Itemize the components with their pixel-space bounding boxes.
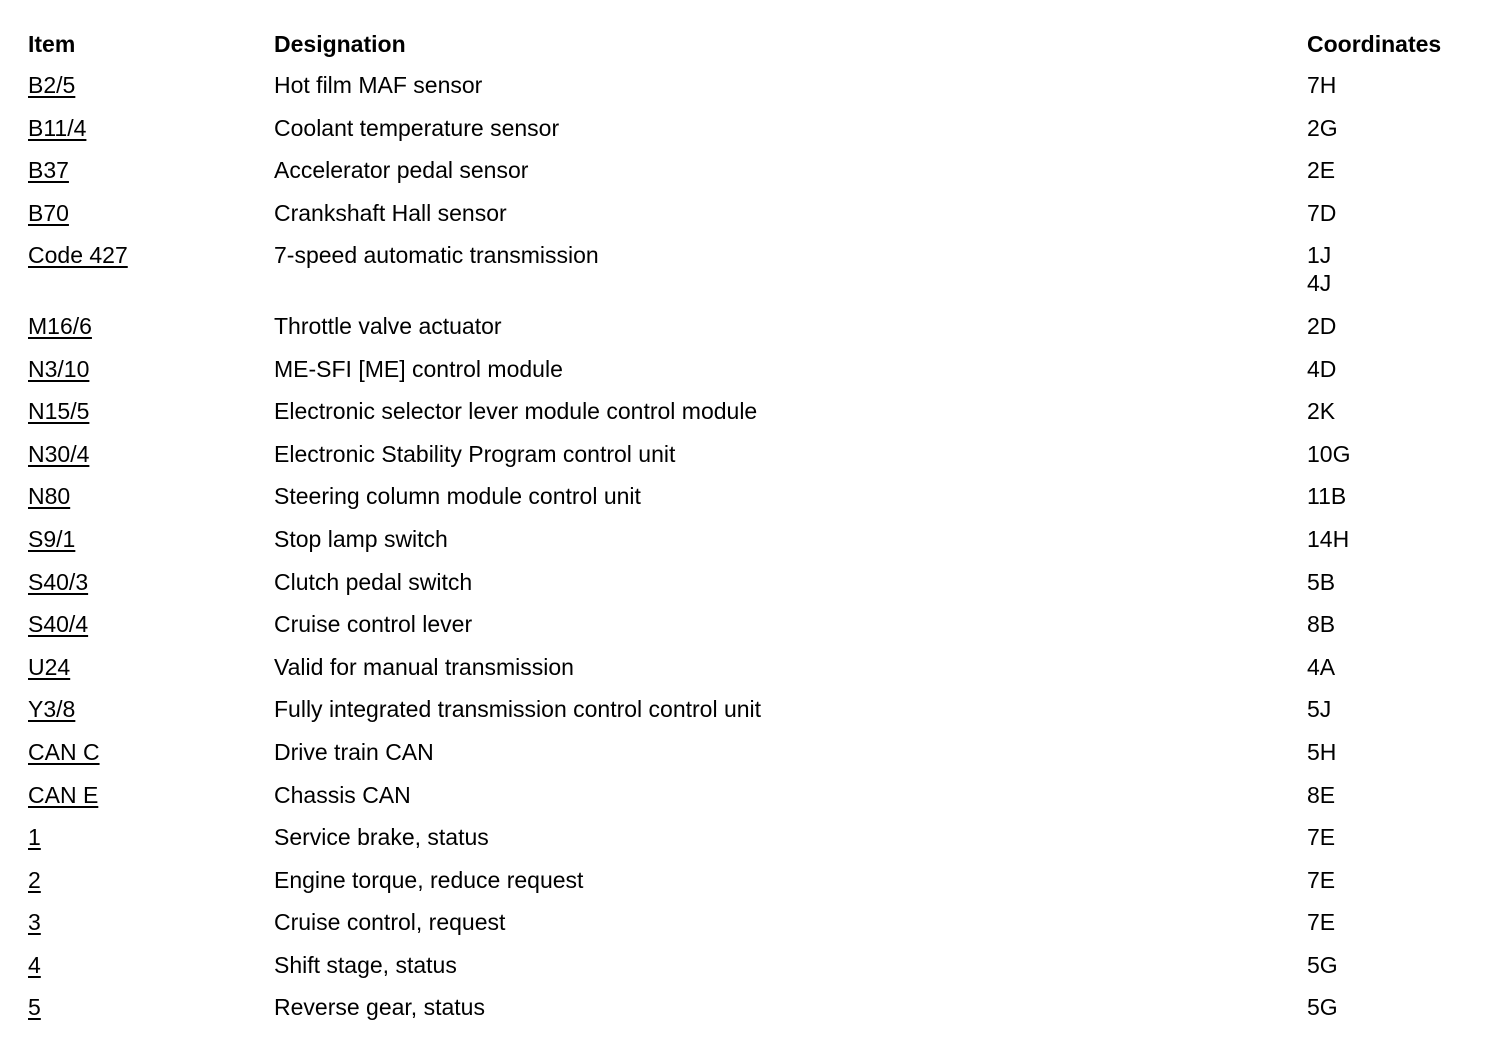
item-link[interactable]: B2/5 (28, 72, 76, 98)
item-link[interactable]: 4 (28, 951, 41, 978)
coordinate-value: 7E (1307, 866, 1336, 893)
table-row (0, 440, 1504, 483)
item-link[interactable]: B11/4 (28, 114, 87, 141)
designation-text: Valid for manual transmission (274, 653, 574, 680)
header-coordinates: Coordinates (1307, 31, 1442, 57)
coordinate-value: 8B (1307, 611, 1336, 638)
table-row (0, 866, 1504, 909)
designation-text: Stop lamp switch (274, 525, 448, 552)
table-row (0, 525, 1504, 568)
coordinate-value: 10G (1307, 440, 1351, 467)
table-row (0, 908, 1504, 951)
table-row (0, 823, 1504, 866)
table-row (0, 695, 1504, 738)
coordinate-value: 14H (1307, 525, 1350, 552)
coordinate-value: 4J (1307, 270, 1332, 297)
table-row (0, 568, 1504, 611)
item-link[interactable]: CAN E (28, 781, 99, 808)
designation-text: Hot film MAF sensor (274, 72, 483, 98)
coordinate-value: 7E (1307, 909, 1336, 936)
designation-text: Engine torque, reduce request (274, 866, 584, 893)
coordinates-cell (1307, 482, 1346, 510)
coordinate-value: 1J (1307, 242, 1332, 269)
table-row (0, 781, 1504, 824)
item-link[interactable]: Y3/8 (28, 696, 76, 723)
coordinate-value: 5G (1307, 994, 1338, 1021)
item-link[interactable]: B70 (28, 199, 69, 226)
coordinates-cell (1307, 610, 1335, 638)
table-row (0, 156, 1504, 199)
designation-text: Chassis CAN (274, 781, 411, 808)
designation-text: Crankshaft Hall sensor (274, 199, 507, 226)
item-link[interactable]: N15/5 (28, 398, 90, 425)
coordinates-cell (1307, 823, 1335, 851)
designation-text: Reverse gear, status (274, 994, 485, 1021)
item-link[interactable]: 1 (28, 824, 41, 851)
designation-text: Electronic selector lever module control module (274, 398, 758, 425)
coordinate-value: 7D (1307, 199, 1337, 226)
coordinate-value: 2K (1307, 398, 1336, 425)
coordinates-cell (1307, 695, 1331, 723)
coordinates-cell (1307, 738, 1336, 766)
table-row (0, 355, 1504, 398)
table-row (0, 653, 1504, 696)
coordinate-value: 7H (1307, 72, 1337, 98)
table-row (0, 199, 1504, 242)
coordinates-cell (1307, 440, 1350, 468)
coordinates-cell (1307, 653, 1335, 681)
legend-rows (0, 71, 1504, 1036)
coordinates-cell (1307, 525, 1349, 553)
coordinate-value: 5B (1307, 568, 1336, 595)
item-link[interactable]: 5 (28, 994, 41, 1021)
coordinates-cell (1307, 951, 1338, 979)
designation-text: Fully integrated transmission control control unit (274, 696, 762, 723)
item-link[interactable]: S40/4 (28, 611, 89, 638)
designation-text: Accelerator pedal sensor (274, 157, 529, 184)
coordinate-value: 5H (1307, 738, 1337, 765)
coordinates-cell (1307, 312, 1336, 340)
designation-text: Service brake, status (274, 824, 489, 851)
coordinate-value: 5J (1307, 696, 1332, 723)
coordinates-cell (1307, 993, 1338, 1021)
coordinates-cell (1307, 241, 1331, 297)
coordinates-cell (1307, 866, 1335, 894)
coordinate-value: 7E (1307, 824, 1336, 851)
item-link[interactable]: N80 (28, 483, 71, 510)
designation-text: Shift stage, status (274, 951, 457, 978)
coordinate-value: 8E (1307, 781, 1336, 808)
coordinates-cell (1307, 781, 1335, 809)
coordinates-cell (1307, 355, 1336, 383)
item-link[interactable]: S9/1 (28, 525, 76, 552)
designation-text: Clutch pedal switch (274, 568, 473, 595)
coordinates-cell (1307, 71, 1336, 99)
designation-text: Coolant temperature sensor (274, 114, 560, 141)
coordinate-value: 5G (1307, 951, 1338, 978)
item-link[interactable]: M16/6 (28, 312, 92, 339)
item-link[interactable]: N30/4 (28, 440, 90, 467)
coordinate-value: 2D (1307, 312, 1337, 339)
designation-text: Electronic Stability Program control unit (274, 440, 676, 467)
table-row (0, 114, 1504, 157)
designation-text: Steering column module control unit (274, 483, 641, 510)
item-link[interactable]: B37 (28, 157, 69, 184)
coordinates-cell (1307, 397, 1335, 425)
table-row (0, 241, 1504, 312)
table-row (0, 482, 1504, 525)
table-row (0, 397, 1504, 440)
designation-text: 7-speed automatic transmission (274, 242, 599, 269)
table-row (0, 993, 1504, 1036)
designation-text: Cruise control lever (274, 611, 473, 638)
header-designation: Designation (274, 31, 406, 57)
item-link[interactable]: U24 (28, 653, 71, 680)
designation-text: ME-SFI [ME] control module (274, 355, 563, 382)
item-link[interactable]: S40/3 (28, 568, 89, 595)
table-row (0, 610, 1504, 653)
designation-text: Drive train CAN (274, 738, 434, 765)
item-link[interactable]: Code 427 (28, 242, 128, 269)
coordinates-cell (1307, 568, 1335, 596)
table-row (0, 951, 1504, 994)
item-link[interactable]: 2 (28, 866, 41, 893)
coordinate-value: 11B (1307, 483, 1347, 510)
table-row (0, 738, 1504, 781)
designation-text: Cruise control, request (274, 909, 506, 936)
coordinates-cell (1307, 156, 1335, 184)
header-item: Item (28, 31, 76, 57)
item-link[interactable]: N3/10 (28, 355, 90, 382)
table-row (0, 71, 1504, 114)
coordinate-value: 2G (1307, 114, 1338, 141)
item-link[interactable]: 3 (28, 909, 41, 936)
coordinate-value: 4D (1307, 355, 1337, 382)
coordinate-value: 4A (1307, 653, 1336, 680)
coordinates-cell (1307, 199, 1336, 227)
coordinate-value: 2E (1307, 157, 1336, 184)
item-link[interactable]: CAN C (28, 738, 100, 765)
coordinates-cell (1307, 114, 1338, 142)
table-row (0, 312, 1504, 355)
coordinates-cell (1307, 908, 1335, 936)
designation-text: Throttle valve actuator (274, 312, 502, 339)
